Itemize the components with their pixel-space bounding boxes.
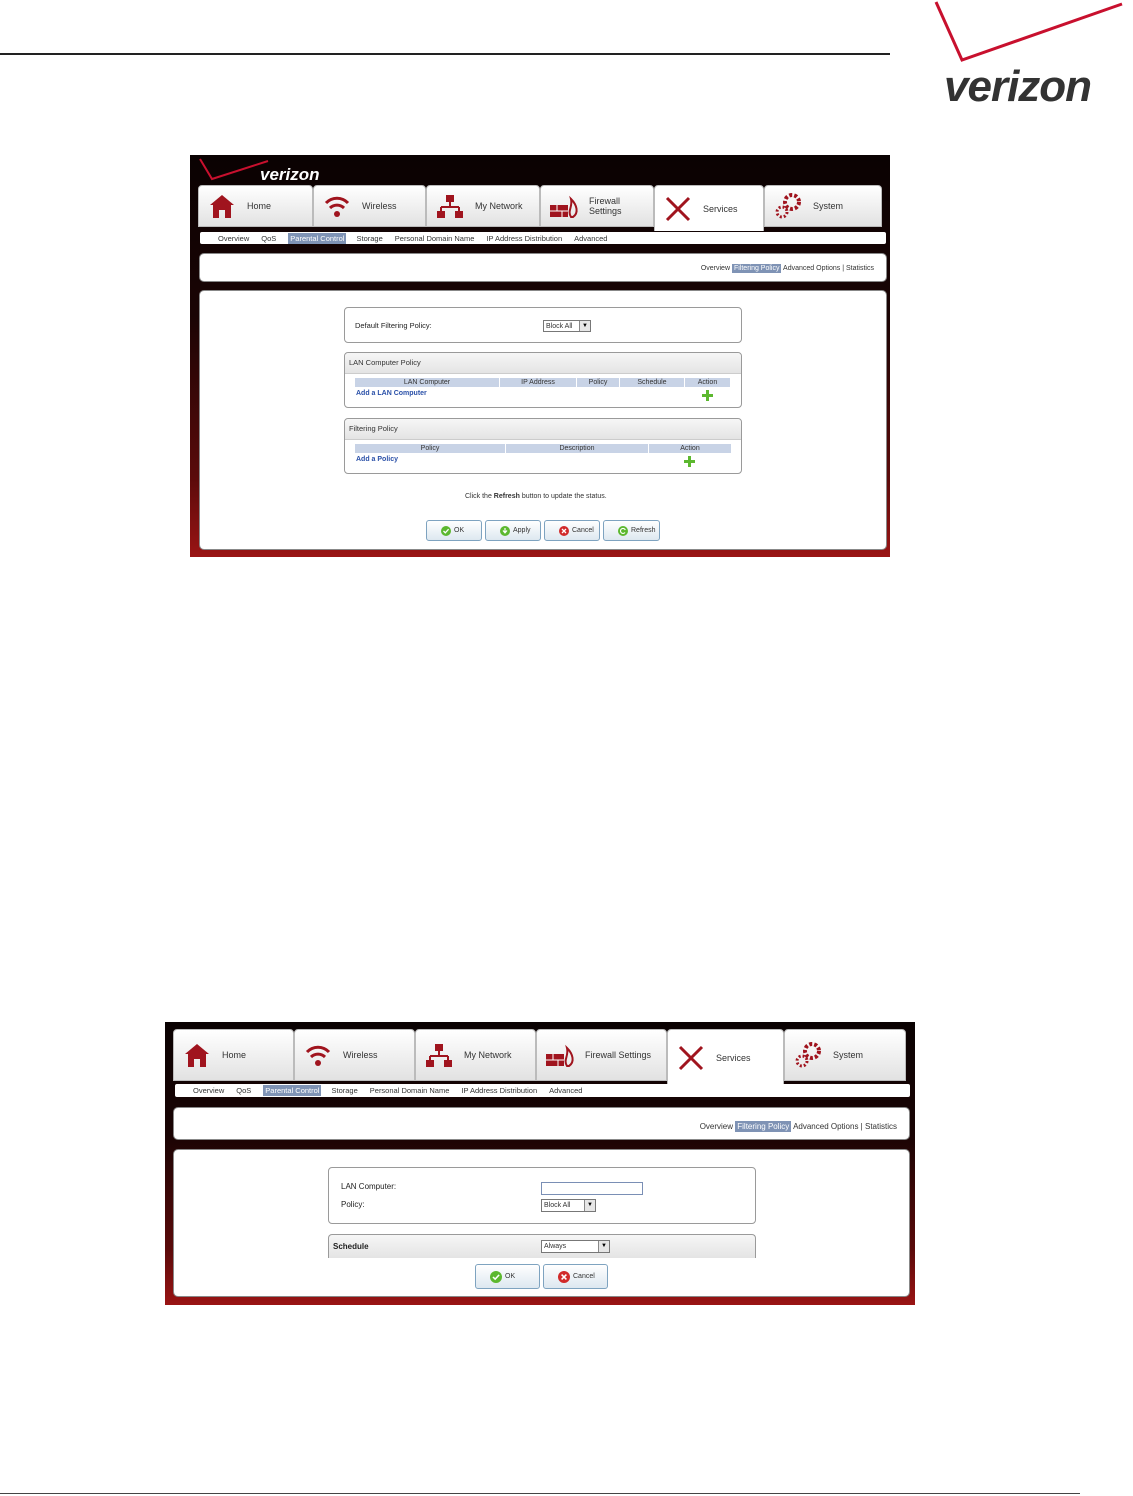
crumb-filtering-policy[interactable]: Filtering Policy: [733, 265, 780, 272]
add-icon[interactable]: [702, 390, 713, 401]
tab-my-network[interactable]: My Network: [415, 1029, 536, 1081]
wireless-icon: [303, 1040, 333, 1070]
tab-services[interactable]: Services: [654, 185, 764, 231]
ok-button[interactable]: OK: [475, 1264, 540, 1289]
lan-computer-input[interactable]: [541, 1182, 643, 1195]
content-panel: [173, 1149, 910, 1297]
lan-computer-policy-box: [344, 352, 742, 408]
top-rule: [0, 53, 890, 55]
gears-icon: [773, 191, 803, 221]
bottom-rule: [0, 1493, 1080, 1494]
subnav-qos[interactable]: QoS: [236, 1086, 252, 1095]
tab-wireless[interactable]: Wireless: [313, 185, 426, 227]
tab-system[interactable]: System: [784, 1029, 906, 1081]
router-logo: verizon: [198, 157, 338, 187]
apply-icon: [500, 526, 510, 536]
network-icon: [424, 1040, 454, 1070]
crumb-advanced-options[interactable]: Advanced Options: [793, 1122, 859, 1131]
cancel-icon: [559, 526, 569, 536]
crumb-advanced-options[interactable]: Advanced Options: [783, 265, 841, 272]
firewall-icon: [545, 1040, 575, 1070]
content-panel: [199, 290, 887, 550]
lan-computer-label: LAN Computer:: [341, 1182, 397, 1191]
cancel-icon: [558, 1271, 570, 1283]
tab-home[interactable]: Home: [173, 1029, 294, 1081]
subnav-overview[interactable]: Overview: [193, 1086, 225, 1095]
tab-firewall-settings[interactable]: Firewall Settings: [540, 185, 654, 227]
policy-label: Policy:: [341, 1200, 365, 1209]
default-policy-select[interactable]: Block All ▼: [543, 320, 591, 332]
subnav-parental-control[interactable]: Parental Control: [265, 1086, 320, 1095]
subnav-advanced[interactable]: Advanced: [549, 1086, 583, 1095]
lan-policy-header: LAN Computer IP Address Policy Schedule Action: [355, 378, 731, 387]
refresh-button[interactable]: Refresh: [603, 520, 660, 541]
tab-services[interactable]: Services: [667, 1029, 784, 1085]
breadcrumb-panel: [199, 253, 887, 282]
subnav-advanced[interactable]: Advanced: [574, 233, 608, 243]
subnav-overview[interactable]: Overview: [218, 233, 250, 243]
tab-system[interactable]: System: [764, 185, 882, 227]
lan-computer-form-box: [328, 1167, 756, 1224]
tab-wireless[interactable]: Wireless: [294, 1029, 415, 1081]
subnav-personal-domain-name[interactable]: Personal Domain Name: [369, 1086, 450, 1095]
subnav-personal-domain-name[interactable]: Personal Domain Name: [394, 233, 475, 243]
default-policy-label: Default Filtering Policy:: [355, 321, 432, 330]
services-subnav: [175, 1084, 910, 1097]
screenshot-filtering-policy: [190, 155, 890, 557]
main-tabs: [173, 1029, 906, 1085]
crumb-overview[interactable]: Overview: [700, 265, 731, 272]
tab-my-network[interactable]: My Network: [426, 185, 540, 227]
subnav-storage[interactable]: Storage: [356, 233, 383, 243]
crumb-filtering-policy[interactable]: Filtering Policy: [737, 1122, 790, 1131]
cancel-button[interactable]: Cancel: [543, 1264, 608, 1289]
network-icon: [435, 191, 465, 221]
verizon-logo: [932, 0, 1128, 112]
check-icon: [441, 526, 451, 536]
add-lan-computer-link[interactable]: Add a LAN Computer: [356, 390, 427, 397]
main-tabs: [198, 185, 882, 231]
ok-button[interactable]: OK: [426, 520, 482, 541]
subnav-parental-control[interactable]: Parental Control: [290, 233, 345, 243]
filtering-policy-header: Policy Description Action: [355, 444, 732, 453]
crumb-statistics[interactable]: Statistics: [845, 265, 874, 272]
crumb-statistics[interactable]: Statistics: [864, 1122, 897, 1131]
firewall-icon: [549, 191, 579, 221]
crumb-overview[interactable]: Overview: [699, 1122, 734, 1131]
refresh-note: Click the Refresh button to update the status.: [465, 493, 607, 500]
cancel-button[interactable]: Cancel: [544, 520, 600, 541]
chevron-down-icon: ▼: [598, 1241, 609, 1252]
add-policy-link[interactable]: Add a Policy: [356, 456, 399, 463]
chevron-down-icon: ▼: [579, 321, 590, 331]
subnav-ip-address-distribution[interactable]: IP Address Distribution: [486, 233, 563, 243]
subnav-qos[interactable]: QoS: [261, 233, 277, 243]
subnav-ip-address-distribution[interactable]: IP Address Distribution: [461, 1086, 538, 1095]
refresh-icon: [618, 526, 628, 536]
filtering-policy-title: Filtering Policy: [345, 419, 741, 440]
apply-button[interactable]: Apply: [485, 520, 541, 541]
breadcrumb-panel: [173, 1107, 910, 1140]
subnav-storage[interactable]: Storage: [331, 1086, 358, 1095]
default-policy-box: [344, 307, 742, 343]
tab-firewall-settings[interactable]: Firewall Settings: [536, 1029, 667, 1081]
logo-wordmark: verizon: [944, 62, 1092, 111]
schedule-box: [328, 1234, 756, 1258]
wireless-icon: [322, 191, 352, 221]
breadcrumb: Overview Filtering Policy Advanced Options | Statistics: [700, 265, 874, 272]
policy-select[interactable]: Block All ▼: [541, 1199, 596, 1212]
chevron-down-icon: ▼: [584, 1200, 595, 1211]
tab-home[interactable]: Home: [198, 185, 313, 227]
schedule-label: Schedule: [333, 1242, 369, 1251]
screenshot-add-lan-computer: [165, 1022, 915, 1305]
services-icon: [676, 1043, 706, 1073]
filtering-policy-box: [344, 418, 742, 474]
add-icon[interactable]: [684, 456, 695, 467]
services-icon: [663, 194, 693, 224]
home-icon: [207, 191, 237, 221]
schedule-select[interactable]: Always ▼: [541, 1240, 610, 1253]
breadcrumb: Overview Filtering Policy Advanced Options | Statistics: [699, 1122, 897, 1131]
gears-icon: [793, 1040, 823, 1070]
check-icon: [490, 1271, 502, 1283]
home-icon: [182, 1040, 212, 1070]
services-subnav: [200, 232, 886, 244]
lan-computer-policy-title: LAN Computer Policy: [345, 353, 741, 374]
